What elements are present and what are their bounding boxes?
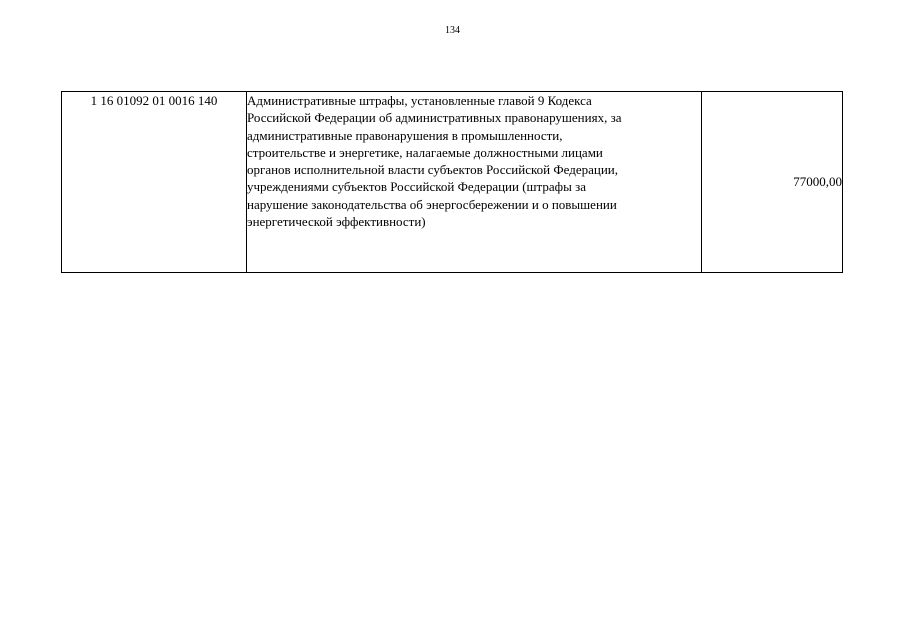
description-line: энергетической эффективности)	[247, 214, 426, 230]
description-line: учреждениями субъектов Российской Федерации (штрафы за	[247, 179, 586, 195]
description-line: органов исполнительной власти субъектов Российской Федерации,	[247, 162, 618, 178]
page-number: 134	[445, 25, 460, 36]
budget-table	[61, 91, 843, 273]
description-line: административные правонарушения в промышленности,	[247, 127, 563, 143]
revenue-description	[247, 92, 702, 273]
amount-value: 77000,00	[702, 92, 843, 273]
description-line: Административные штрафы, установленные главой 9 Кодекса	[247, 93, 592, 108]
description-line: строительстве и энергетике, налагаемые должностными лицами	[247, 144, 603, 160]
description-line: Российской Федерации об административных правонарушениях, за	[247, 110, 622, 126]
table-row	[62, 92, 843, 273]
budget-classification-code: 1 16 01092 01 0016 140	[62, 92, 247, 273]
description-line: нарушение законодательства об энергосбережении и о повышении	[247, 196, 617, 212]
